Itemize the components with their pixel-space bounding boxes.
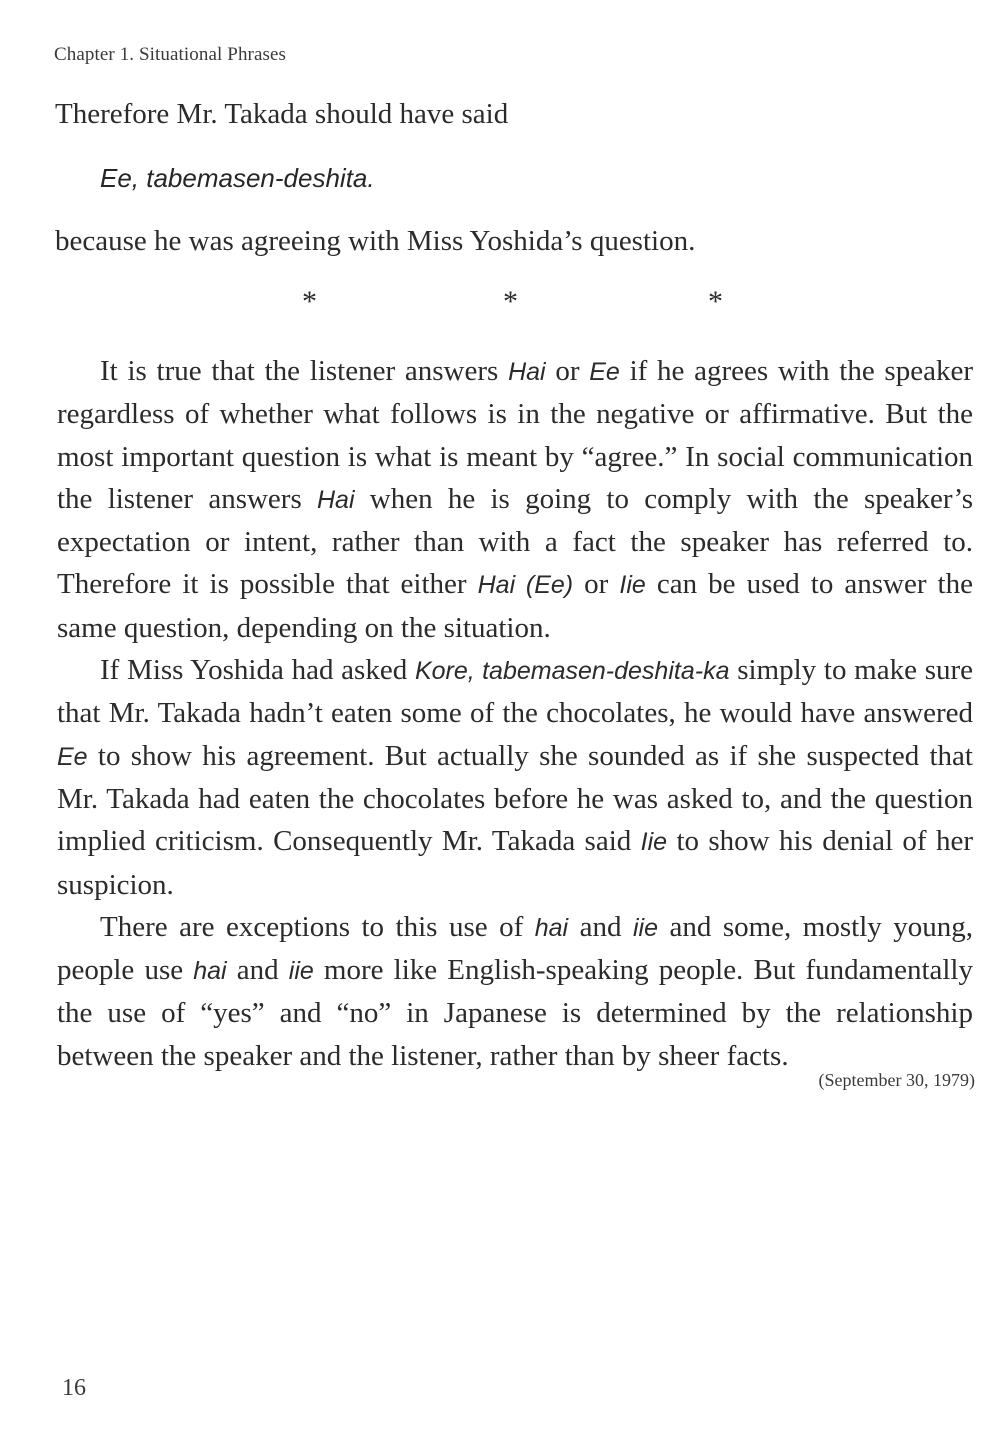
section-separator-asterisk: * [708, 285, 723, 318]
body-text [57, 350, 973, 1077]
japanese-term: Iie [619, 571, 646, 600]
paragraph-text: It is true that the listener answers [100, 355, 509, 387]
paragraph-text: and [568, 910, 633, 943]
japanese-term: Hai (Ee) [477, 571, 574, 600]
japanese-term: Hai [317, 485, 355, 514]
japanese-term: iie [288, 957, 314, 986]
japanese-term: hai [534, 913, 569, 942]
paragraph-text: if he agrees with the speaker regardless of whether what follows is in the negative or affirmative. But the most important question is what is meant by “agree.” In social communication the listener answers [57, 355, 973, 515]
japanese-term: iie [632, 913, 658, 942]
japanese-term: Hai [508, 358, 546, 386]
paragraph [57, 906, 973, 1077]
paragraph-text: or [573, 568, 620, 601]
paragraph-text: can be used to answer the same question, depending on the situation. [57, 568, 973, 644]
page-number: 16 [62, 1375, 86, 1401]
paragraph-text: If Miss Yoshida had asked [100, 654, 415, 687]
japanese-term: hai [193, 957, 227, 986]
intro-line: Therefore Mr. Takada should have said [55, 98, 509, 130]
paragraph [57, 649, 973, 906]
paragraph-text: more like English-speaking people. But fundamentally the use of “yes” and “no” in Japanese is determined by the relationship between the speaker and the listener, rather than by sheer facts. [57, 954, 973, 1072]
example-phrase: Ee, tabemasen-deshita. [100, 163, 375, 193]
paragraph [57, 350, 973, 649]
paragraph-text: to show his denial of her suspicion. [57, 825, 973, 901]
paragraph-text: or [545, 355, 590, 387]
section-separator-asterisk: * [503, 285, 518, 318]
japanese-term: Ee [57, 742, 88, 771]
paragraph-text: and some, mostly young, people use [57, 910, 973, 987]
reason-line: because he was agreeing with Miss Yoshida’s question. [55, 225, 696, 257]
paragraph-text: to show his agreement. But actually she sounded as if she suspected that Mr. Takada had eaten the chocolates before he was asked to, and the question implied criticism. Consequently Mr. Takada said [57, 739, 973, 858]
paragraph-text: simply to make sure that Mr. Takada hadn’t eaten some of the chocolates, he would have answered [57, 654, 974, 730]
date-note: (September 30, 1979) [818, 1070, 975, 1090]
japanese-term: Ee [589, 358, 620, 386]
section-separator-asterisk: * [302, 285, 317, 318]
japanese-term: Kore, tabemasen-deshita-ka [414, 657, 730, 686]
paragraph-text: There are exceptions to this use of [100, 910, 535, 943]
paragraph-text: when he is going to comply with the speaker’s expectation or intent, rather than with a fact the speaker has referred to. Therefore it is possible that either [57, 482, 973, 601]
japanese-term: Iie [640, 828, 668, 857]
paragraph-text: and [226, 954, 289, 987]
running-head: Chapter 1. Situational Phrases [54, 44, 287, 65]
